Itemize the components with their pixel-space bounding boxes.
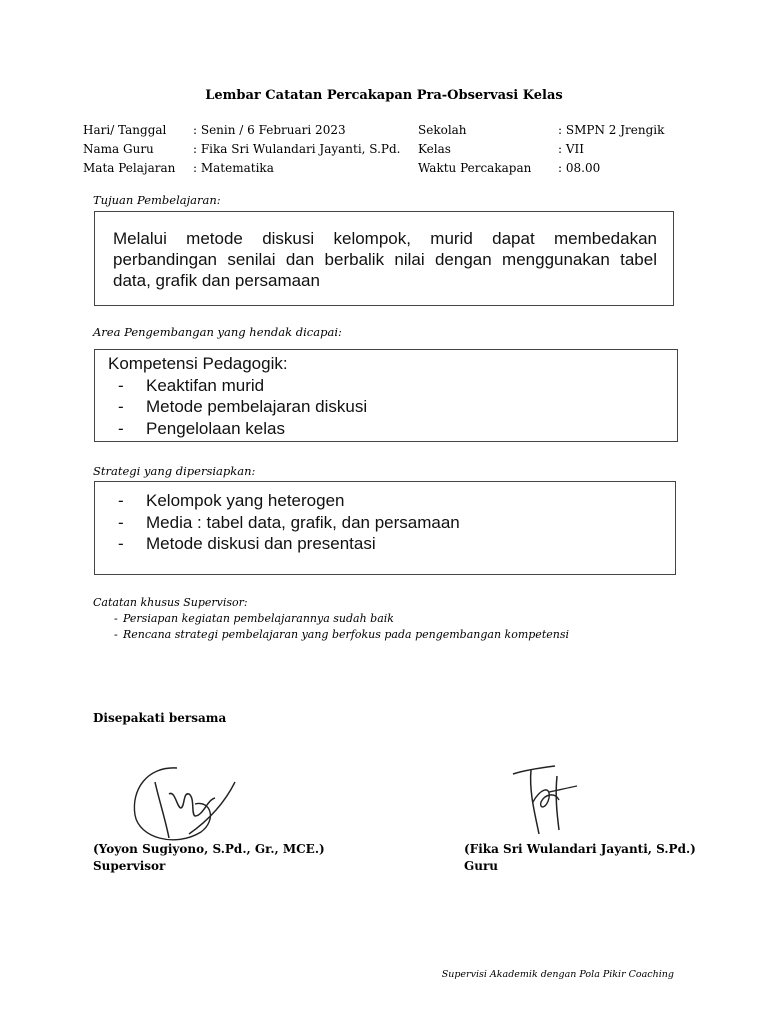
info-row-school bbox=[418, 121, 664, 140]
supervisor-notes bbox=[93, 595, 569, 643]
list-item bbox=[108, 512, 675, 534]
list-bullet: - bbox=[118, 397, 124, 416]
page-footer: Supervisi Akademik dengan Pola Pikir Coaching bbox=[441, 969, 674, 980]
list-item-text: Metode diskusi dan presentasi bbox=[146, 534, 376, 553]
list-item-text: Keaktifan murid bbox=[146, 375, 265, 395]
list-item bbox=[93, 627, 569, 643]
list-item bbox=[108, 396, 677, 418]
info-value: : 08.00 bbox=[558, 161, 601, 175]
info-value: : Matematika bbox=[193, 161, 274, 175]
info-label: Kelas bbox=[418, 142, 451, 156]
list-item bbox=[108, 533, 675, 555]
info-row-subject bbox=[83, 159, 401, 178]
info-label: Mata Pelajaran bbox=[83, 161, 176, 175]
info-label: Hari/ Tanggal bbox=[83, 123, 167, 137]
list-bullet: - bbox=[118, 418, 124, 438]
info-label: Waktu Percakapan bbox=[418, 161, 532, 175]
supervisor-notes-label: Catatan khusus Supervisor: bbox=[93, 596, 248, 609]
list-item-text: Pengelolaan kelas bbox=[146, 418, 285, 438]
list-item-text: Rencana strategi pembelajaran yang berfokus pada pengembangan kompetensi bbox=[123, 628, 569, 641]
supervisor-signature-block bbox=[93, 841, 325, 875]
list-bullet: - bbox=[114, 628, 118, 641]
teacher-name: (Fika Sri Wulandari Jayanti, S.Pd.) bbox=[464, 842, 696, 856]
info-value: : VII bbox=[558, 142, 585, 156]
list-bullet: - bbox=[118, 534, 124, 553]
list-bullet: - bbox=[118, 512, 124, 532]
agreement-text: Disepakati bersama bbox=[93, 711, 227, 725]
document-title: Lembar Catatan Percakapan Pra-Observasi Kelas bbox=[205, 88, 563, 103]
learning-goal-text: Melalui metode diskusi kelompok, murid dapat membedakan perbandingan senilai dan berbalik nilai dengan menggunakan tabel data, grafik dan persamaan bbox=[113, 229, 657, 290]
list-item bbox=[108, 375, 677, 397]
list-bullet: - bbox=[118, 375, 124, 395]
strategy-list bbox=[108, 490, 675, 555]
info-row-date bbox=[83, 121, 401, 140]
development-area-list bbox=[108, 375, 677, 440]
info-label: Nama Guru bbox=[83, 142, 154, 156]
info-row-class bbox=[418, 140, 664, 159]
list-item-text: Metode pembelajaran diskusi bbox=[146, 397, 368, 416]
list-item bbox=[108, 490, 675, 512]
info-value: : Fika Sri Wulandari Jayanti, S.Pd. bbox=[193, 142, 401, 156]
info-label: Sekolah bbox=[418, 123, 467, 137]
info-left bbox=[83, 121, 401, 178]
info-row-time bbox=[418, 159, 664, 178]
supervisor-name: (Yoyon Sugiyono, S.Pd., Gr., MCE.) bbox=[93, 842, 325, 856]
list-item bbox=[93, 611, 569, 627]
teacher-role: Guru bbox=[464, 859, 499, 873]
info-row-teacher bbox=[83, 140, 401, 159]
learning-goal-label: Tujuan Pembelajaran: bbox=[93, 193, 221, 207]
competency-heading: Kompetensi Pedagogik: bbox=[108, 354, 288, 373]
development-area-box bbox=[94, 349, 678, 442]
strategy-label: Strategi yang dipersiapkan: bbox=[93, 464, 256, 478]
strategy-box bbox=[94, 481, 676, 575]
supervisor-role: Supervisor bbox=[93, 859, 166, 873]
info-value: : Senin / 6 Februari 2023 bbox=[193, 123, 346, 137]
learning-goal-box bbox=[94, 211, 674, 306]
info-right bbox=[418, 121, 664, 178]
supervisor-signature bbox=[125, 760, 245, 850]
teacher-signature bbox=[505, 762, 585, 844]
list-item bbox=[108, 418, 677, 440]
info-value: : SMPN 2 Jrengik bbox=[558, 123, 665, 137]
list-item-text: Persiapan kegiatan pembelajarannya sudah baik bbox=[123, 612, 394, 625]
development-area-label: Area Pengembangan yang hendak dicapai: bbox=[93, 325, 342, 339]
list-bullet: - bbox=[114, 612, 118, 625]
list-item-text: Kelompok yang heterogen bbox=[146, 491, 345, 510]
list-item-text: Media : tabel data, grafik, dan persamaan bbox=[146, 512, 460, 532]
list-bullet: - bbox=[118, 491, 124, 510]
teacher-signature-block bbox=[464, 841, 696, 875]
